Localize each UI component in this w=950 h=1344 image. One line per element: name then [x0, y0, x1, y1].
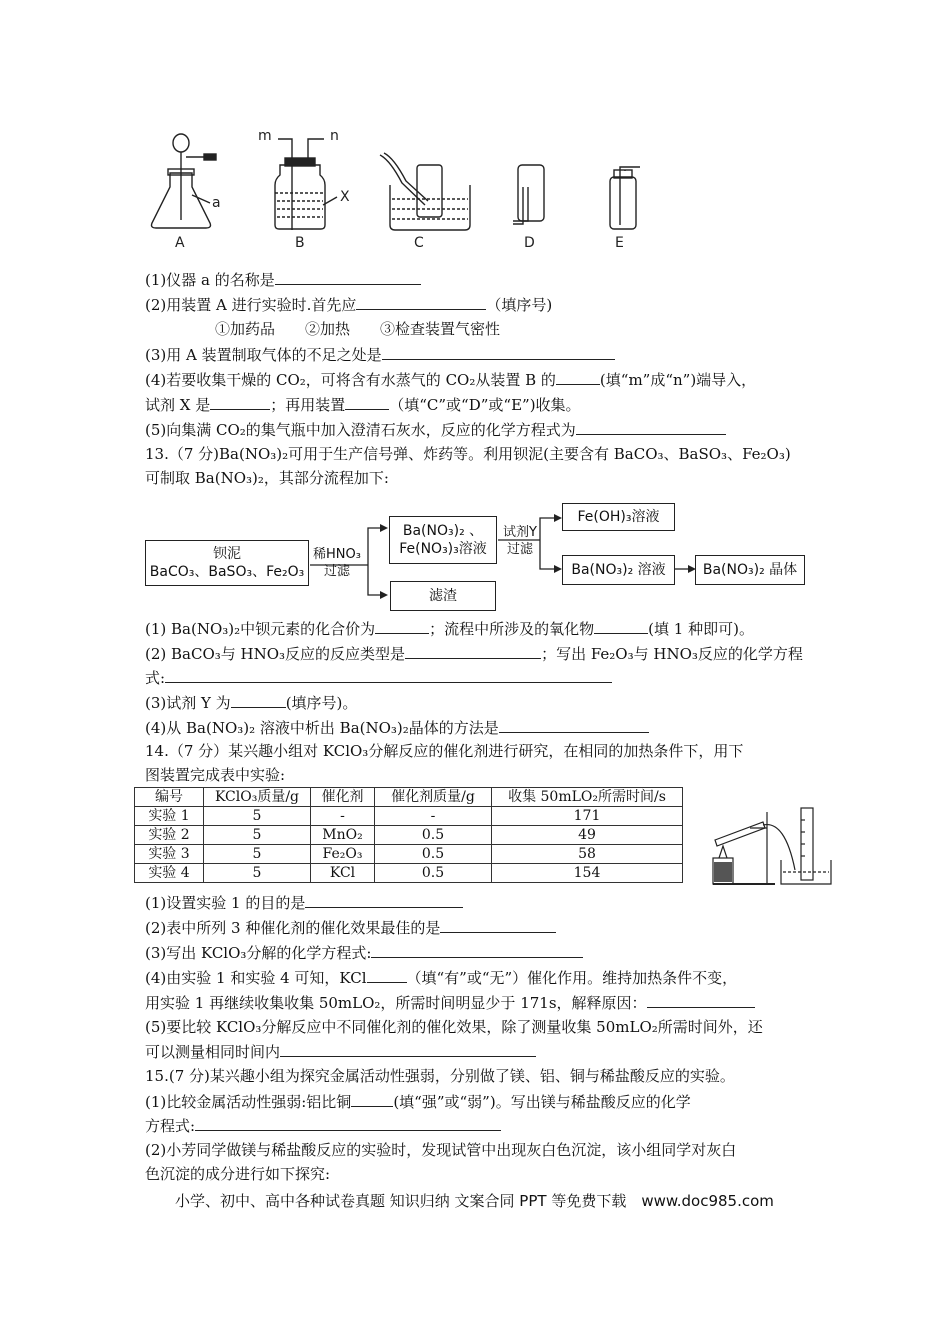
apparatus-b [275, 139, 337, 230]
table-cell: 0.5 [375, 864, 492, 883]
q15-part1b: 方程式: [145, 1114, 501, 1137]
flow-ba-solution-box: Ba(NO₃)₂ 溶液 [562, 555, 675, 585]
table-cell: KCl [311, 864, 375, 883]
table-header: 收集 50mLO₂所需时间/s [492, 788, 683, 807]
answer-blank[interactable] [231, 691, 286, 708]
table-header: 催化剂 [311, 788, 375, 807]
q12-part2: (2)用装置 A 进行实验时.首先应 （填序号) [145, 293, 552, 316]
answer-blank[interactable] [275, 268, 421, 285]
apparatus-a [152, 134, 217, 228]
flow-source-box: 钡泥 BaCO₃、BaSO₃、Fe₂O₃ [145, 540, 309, 586]
answer-blank[interactable] [165, 666, 612, 683]
table-row [135, 845, 683, 864]
table-row [135, 826, 683, 845]
q15-part2b: 色沉淀的成分进行如下探究: [145, 1165, 331, 1183]
table-cell: MnO₂ [311, 826, 375, 845]
label-x: X [340, 189, 350, 205]
answer-blank[interactable] [594, 617, 648, 634]
table-cell: Fe₂O₃ [311, 845, 375, 864]
table-row [135, 807, 683, 826]
q13-part2c: 式: [145, 666, 612, 689]
label-m: m [258, 128, 272, 144]
label-c: C [414, 235, 424, 250]
label-b: B [295, 235, 305, 250]
answer-blank[interactable] [351, 1090, 393, 1107]
q13-part4: (4)从 Ba(NO₃)₂ 溶液中析出 Ba(NO₃)₂晶体的方法是 [145, 716, 649, 739]
q13-part1: (1) Ba(NO₃)₂中钡元素的化合价为 ；流程中所涉及的氧化物 (填 1 种即可)。 [145, 617, 754, 640]
table-cell: 5 [204, 826, 311, 845]
answer-blank[interactable] [367, 966, 407, 983]
label-a: A [175, 235, 185, 250]
flow-step2-label: 试剂Y 过滤 [503, 525, 537, 557]
answer-blank[interactable] [305, 891, 463, 908]
q13-part2: (2) BaCO₃与 HNO₃反应的反应类型是 ；写出 Fe₂O₃与 HNO₃反应的化学方程 [145, 642, 803, 665]
table-cell: - [375, 807, 492, 826]
table-header: KClO₃质量/g [204, 788, 311, 807]
table-header: 编号 [135, 788, 204, 807]
page-footer: 小学、初中、高中各种试卷真题 知识归纳 文案合同 PPT 等免费下载 www.doc985.com [175, 1192, 774, 1210]
table-cell: 0.5 [375, 845, 492, 864]
answer-blank[interactable] [210, 393, 270, 410]
answer-blank[interactable] [440, 916, 556, 933]
q14-part4a: (4)由实验 1 和实验 4 可知，KCl （填“有”或“无”）催化作用。维持加热条件不变， [145, 966, 737, 989]
flow-residue-box: 滤渣 [390, 581, 496, 611]
apparatus-c [380, 153, 470, 230]
table-cell: 实验 4 [135, 864, 204, 883]
answer-blank[interactable] [280, 1040, 536, 1057]
q13-part3: (3)试剂 Y 为 (填序号)。 [145, 691, 357, 714]
answer-blank[interactable] [556, 368, 600, 385]
q12-options: ①加药品 ②加热 ③检查装置气密性 [215, 320, 501, 338]
q14-intro-2: 图装置完成表中实验: [145, 766, 286, 784]
answer-blank[interactable] [405, 642, 541, 659]
q15-intro: 15.(7 分)某兴趣小组为探究金属活动性强弱，分别做了镁、铝、铜与稀盐酸反应的实验。 [145, 1067, 735, 1085]
apparatus-e [610, 167, 640, 229]
flow-step1-label: 稀HNO₃ 过滤 [313, 547, 361, 579]
flow-fe-product-box: Fe(OH)₃溶液 [562, 503, 675, 531]
q13-intro-1: 13.（7 分)Ba(NO₃)₂可用于生产信号弹、炸药等。利用钡泥(主要含有 BaCO₃、BaSO₃、Fe₂O₃) [145, 445, 791, 463]
q15-part1a: (1)比较金属活动性强弱:铝比铜 (填“强”或“弱”)。写出镁与稀盐酸反应的化学 [145, 1090, 691, 1113]
label-d: D [524, 235, 535, 250]
table-cell: 5 [204, 807, 311, 826]
table-header: 催化剂质量/g [375, 788, 492, 807]
q12-part4b: 试剂 X 是 ；再用装置 （填“C”或“D”或“E”)收集。 [145, 393, 581, 416]
q14-part2: (2)表中所列 3 种催化剂的催化效果最佳的是 [145, 916, 556, 939]
answer-blank[interactable] [647, 991, 755, 1008]
q14-part4b: 用实验 1 再继续收集收集 50mLO₂，所需时间明显少于 171s，解释原因： [145, 991, 755, 1014]
table-cell: 171 [492, 807, 683, 826]
q12-part1: (1)仪器 a 的名称是 [145, 268, 421, 291]
q13-intro-2: 可制取 Ba(NO₃)₂，其部分流程加下: [145, 469, 389, 487]
answer-blank[interactable] [499, 716, 649, 733]
apparatus-figure [140, 125, 660, 250]
table-cell: 49 [492, 826, 683, 845]
answer-blank[interactable] [382, 343, 615, 360]
answer-blank[interactable] [195, 1114, 501, 1131]
table-row [135, 864, 683, 883]
label-small-a: a [212, 195, 221, 211]
q15-part2a: (2)小芳同学做镁与稀盐酸反应的实验时，发现试管中出现灰白色沉淀，该小组同学对灰白 [145, 1141, 737, 1159]
q14-intro-1: 14.（7 分）某兴趣小组对 KClO₃分解反应的催化剂进行研究，在相同的加热条件下，用下 [145, 742, 744, 760]
table-cell: - [311, 807, 375, 826]
flow-mid-box: Ba(NO₃)₂ 、 Fe(NO₃)₃溶液 [389, 516, 497, 564]
table-cell: 0.5 [375, 826, 492, 845]
table-cell: 实验 1 [135, 807, 204, 826]
table-cell: 5 [204, 845, 311, 864]
q14-part5b: 可以测量相同时间内 [145, 1040, 536, 1063]
q14-part5a: (5)要比较 KClO₃分解反应中不同催化剂的催化效果，除了测量收集 50mLO₂所需时间外，还 [145, 1018, 763, 1036]
label-e: E [615, 235, 624, 250]
answer-blank[interactable] [356, 293, 486, 310]
table-cell: 154 [492, 864, 683, 883]
table-cell: 58 [492, 845, 683, 864]
answer-blank[interactable] [345, 393, 389, 410]
table-cell: 实验 2 [135, 826, 204, 845]
answer-blank[interactable] [576, 418, 726, 435]
answer-blank[interactable] [375, 617, 429, 634]
q14-part1: (1)设置实验 1 的目的是 [145, 891, 463, 914]
table-cell: 5 [204, 864, 311, 883]
heating-apparatus-figure [705, 800, 835, 890]
answer-blank[interactable] [371, 941, 583, 958]
q12-part3: (3)用 A 装置制取气体的不足之处是 [145, 343, 615, 366]
label-n: n [330, 128, 339, 144]
table-cell: 实验 3 [135, 845, 204, 864]
q12-part4a: (4)若要收集干燥的 CO₂，可将含有水蒸气的 CO₂从装置 B 的 (填“m”成“n”)端导入， [145, 368, 756, 391]
flow-ba-crystal-box: Ba(NO₃)₂ 晶体 [695, 555, 805, 585]
q12-part5: (5)向集满 CO₂的集气瓶中加入澄清石灰水，反应的化学方程式为 [145, 418, 726, 441]
experiment-table [134, 787, 683, 883]
apparatus-d [513, 165, 544, 224]
table-header-row [135, 788, 683, 807]
q14-part3: (3)写出 KClO₃分解的化学方程式: [145, 941, 583, 964]
